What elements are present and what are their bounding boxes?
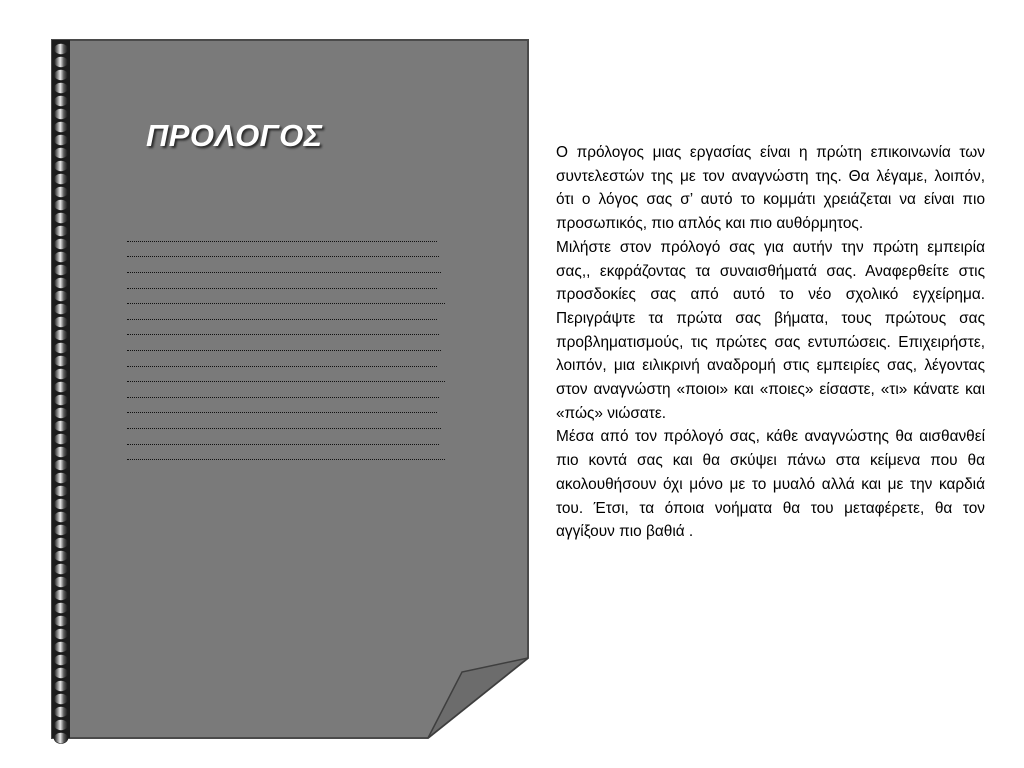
binding-coil [54, 135, 68, 146]
binding-coil [54, 70, 68, 81]
binding-coil [54, 512, 68, 523]
binding-coil [54, 499, 68, 510]
binding-coil [54, 369, 68, 380]
binding-coil [54, 226, 68, 237]
dotted-line [127, 277, 437, 289]
binding-coil [54, 213, 68, 224]
binding-coil [54, 434, 68, 445]
dotted-line [127, 292, 445, 304]
binding-coil [54, 694, 68, 705]
binding-coil [54, 616, 68, 627]
binding-coil [54, 590, 68, 601]
binding-coil [54, 239, 68, 250]
binding-coil [54, 382, 68, 393]
binding-coil [54, 200, 68, 211]
binding-coil [54, 564, 68, 575]
binding-coil [54, 421, 68, 432]
binding-coil [54, 83, 68, 94]
binding-coil [54, 174, 68, 185]
paragraph: Μέσα από τον πρόλογό σας, κάθε αναγνώστης θα αισθανθεί πιο κοντά σας και θα σκύψει πάνω στα κείμενα που θα ακολουθήσουν όχι μόνο με το μυαλό αλλά και με την καρδιά του. Έτσι, τα όποια νοήματα θα του μεταφέρετε, θα τον αγγίξουν πιο βαθιά . [556, 428, 985, 541]
binding-coil [54, 57, 68, 68]
binding-coil [54, 278, 68, 289]
dotted-line [127, 246, 439, 258]
paragraph: Ο πρόλογος μιας εργασίας είναι η πρώτη επικοινωνία των συντελεστών της με τον αναγνώστη της. Θα λέγαμε, λοιπόν, ότι ο λόγος σας σ’ αυτό το κομμάτι χρειάζεται να είναι πιο προσωπικός, πιο απλός και πιο αυθόρμητος. [556, 144, 985, 233]
dotted-line [127, 355, 437, 367]
binding-coil [54, 447, 68, 458]
binding-coil [54, 356, 68, 367]
binding-coil [54, 109, 68, 120]
binding-coil [54, 330, 68, 341]
dotted-line [127, 324, 439, 336]
placeholder-lines [127, 230, 447, 464]
dotted-line [127, 417, 441, 429]
dotted-line [127, 230, 437, 242]
binding-coil [54, 642, 68, 653]
document-title: ΠΡΟΛΟΓΟΣ [146, 118, 323, 153]
binding-coil [54, 486, 68, 497]
binding-coil [54, 603, 68, 614]
binding-coil [54, 538, 68, 549]
binding-coil [54, 629, 68, 640]
binding-coil [54, 265, 68, 276]
binding-coil [54, 122, 68, 133]
prologue-text [556, 141, 985, 544]
paragraph: Μιλήστε στον πρόλογό σας για αυτήν την πρώτη εμπειρία σας,, εκφράζοντας τα συναισθήματά σας. Αναφερθείτε στις προσδοκίες σας από αυτό το νέο σχολικό εγχείρημα. Περιγράψτε τα πρώτα σας βήματα, τους πρώτους σας προβληματισμούς, τις πρώτες σας εντυπώσεις. Επιχειρήστε, λοιπόν, μια ειλικρινή αναδρομή στις εμπειρίες σας, λέγοντας στον αναγνώστη «ποιοι» και «ποιες» είσαστε, «τι» κάνατε και «πώς» νιώσατε. [556, 238, 985, 422]
binding-coil [54, 655, 68, 666]
binding-coil [54, 551, 68, 562]
binding-coil [54, 343, 68, 354]
binding-coil [54, 395, 68, 406]
binding-coil [54, 460, 68, 471]
binding-coil [54, 577, 68, 588]
dotted-line [127, 402, 437, 414]
binding-coil [54, 44, 68, 55]
binding-coil [54, 473, 68, 484]
binding-coil [54, 291, 68, 302]
binding-coil [54, 148, 68, 159]
binding-coil [54, 317, 68, 328]
binding-coil [54, 707, 68, 718]
dotted-line [127, 433, 439, 445]
binding-coil [54, 187, 68, 198]
binding-coil [54, 720, 68, 731]
binding-coil [54, 408, 68, 419]
dotted-line [127, 339, 441, 351]
binding-coil [54, 733, 68, 744]
dotted-line [127, 386, 439, 398]
binding-coil [54, 668, 68, 679]
binding-coil [54, 96, 68, 107]
binding-coil [54, 525, 68, 536]
binding-coil [54, 252, 68, 263]
binding-coil [54, 304, 68, 315]
dotted-line [127, 448, 445, 460]
dotted-line [127, 261, 441, 273]
dotted-line [127, 308, 437, 320]
binding-coil [54, 681, 68, 692]
binding-coil [54, 161, 68, 172]
dotted-line [127, 370, 445, 382]
